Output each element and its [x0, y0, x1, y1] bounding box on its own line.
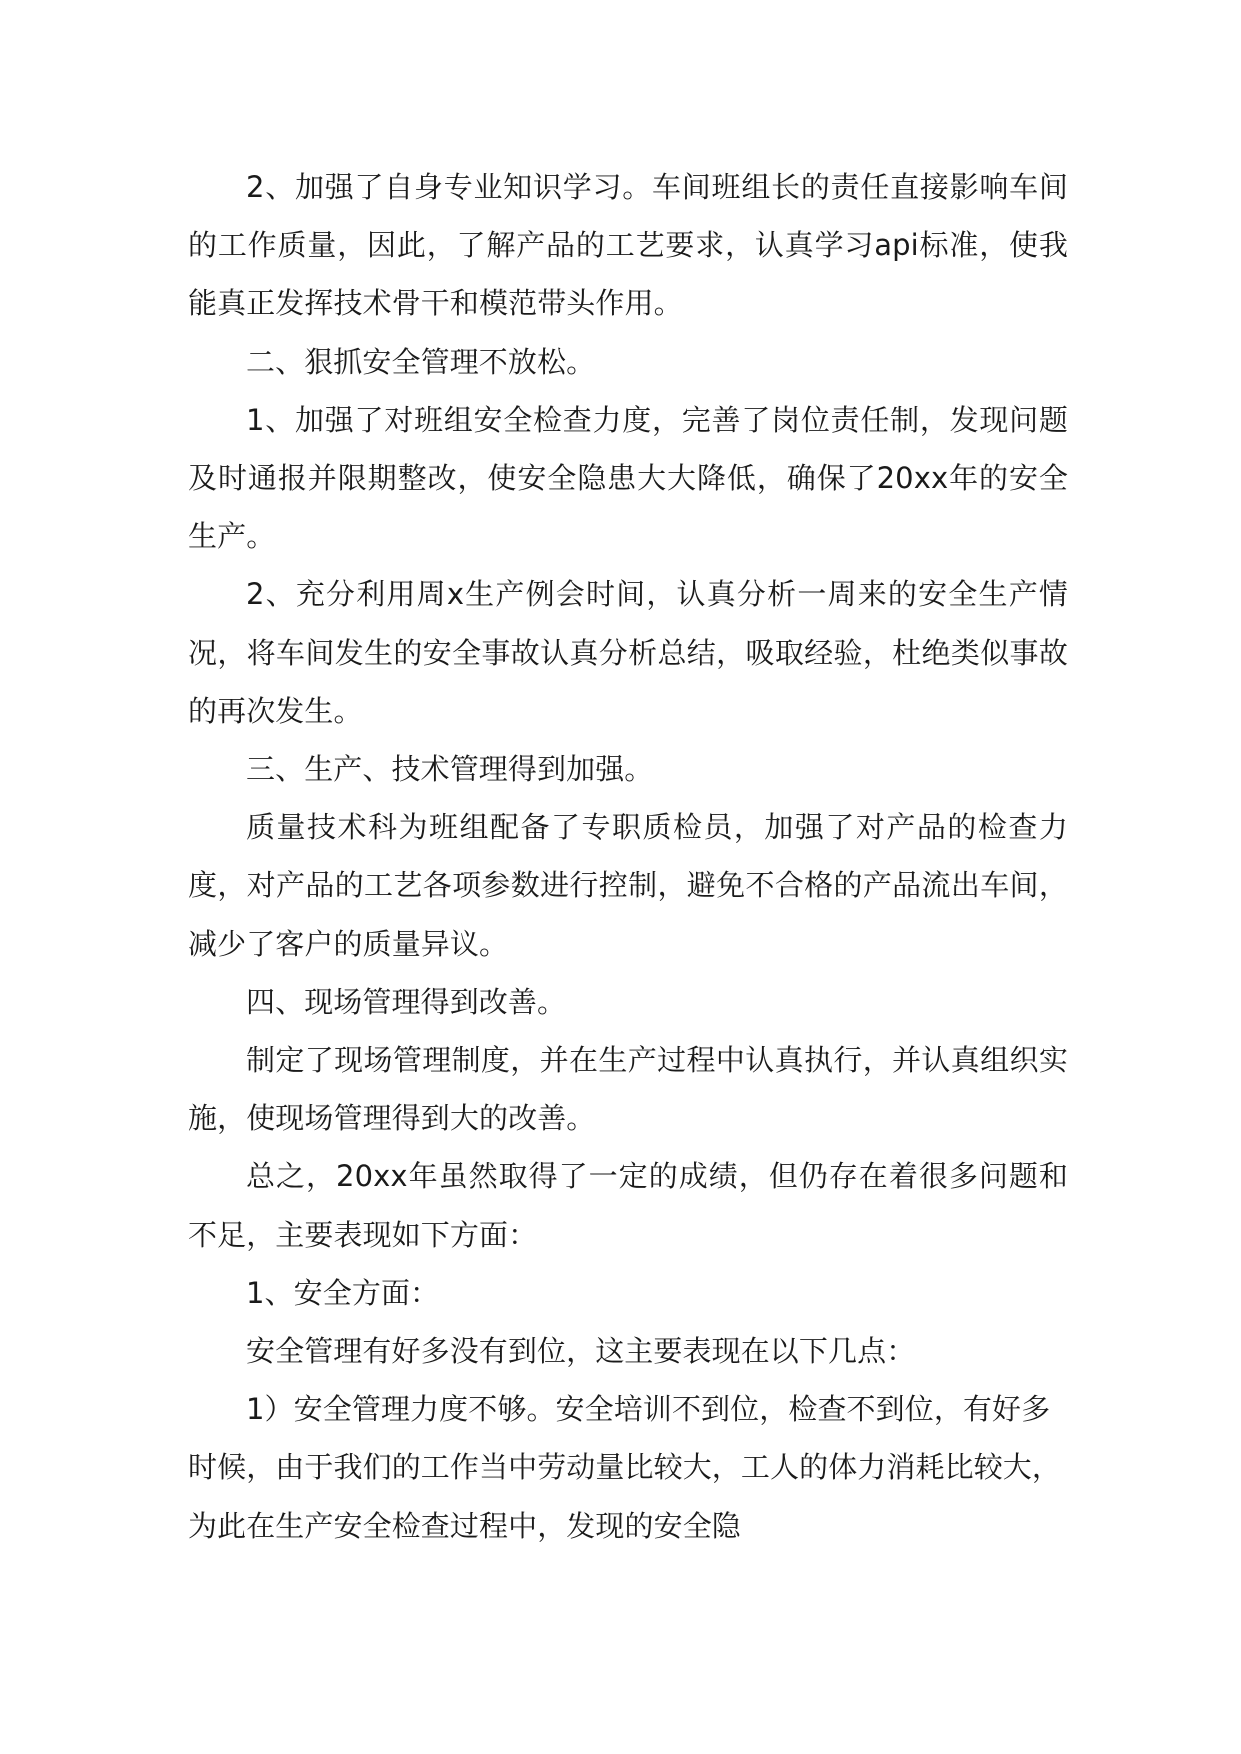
- document-body: [188, 158, 1068, 1555]
- heading-safety-management: 二、狠抓安全管理不放松。: [246, 344, 596, 379]
- paragraph-safety-inspection: 1、加强了对班组安全检查力度，完善了岗位责任制，发现问题及时通报并限期整改，使安全隐患大大降低，确保了20xx年的安全生产。: [188, 402, 1068, 554]
- heading-production-technology: 三、生产、技术管理得到加强。: [246, 752, 654, 787]
- paragraph-site-system: 制定了现场管理制度，并在生产过程中认真执行，并认真组织实施，使现场管理得到大的改善。: [188, 1043, 1068, 1136]
- heading-site-management: 四、现场管理得到改善。: [246, 984, 567, 1019]
- paragraph-summary: 总之，20xx年虽然取得了一定的成绩，但仍存在着很多问题和不足，主要表现如下方面：: [188, 1159, 1068, 1252]
- heading-safety-aspect: 1、安全方面：: [246, 1275, 440, 1310]
- paragraph-weekly-meeting: 2、充分利用周x生产例会时间，认真分析一周来的安全生产情况，将车间发生的安全事故认真分析总结，吸取经验，杜绝类似事故的再次发生。: [188, 577, 1068, 728]
- paragraph-safety-effort: 1）安全管理力度不够。安全培训不到位，检查不到位，有好多时候，由于我们的工作当中劳动量比较大，工人的体力消耗比较大，为此在生产安全检查过程中，发现的安全隐: [188, 1392, 1062, 1543]
- paragraph-quality-inspector: 质量技术科为班组配备了专职质检员，加强了对产品的检查力度，对产品的工艺各项参数进行控制，避免不合格的产品流出车间，减少了客户的质量异议。: [188, 810, 1068, 961]
- paragraph-study: 2、加强了自身专业知识学习。车间班组长的责任直接影响车间的工作质量，因此，了解产品的工艺要求，认真学习api标准，使我能真正发挥技术骨干和模范带头作用。: [188, 170, 1068, 321]
- paragraph-safety-shortfalls: 安全管理有好多没有到位，这主要表现在以下几点：: [246, 1334, 916, 1369]
